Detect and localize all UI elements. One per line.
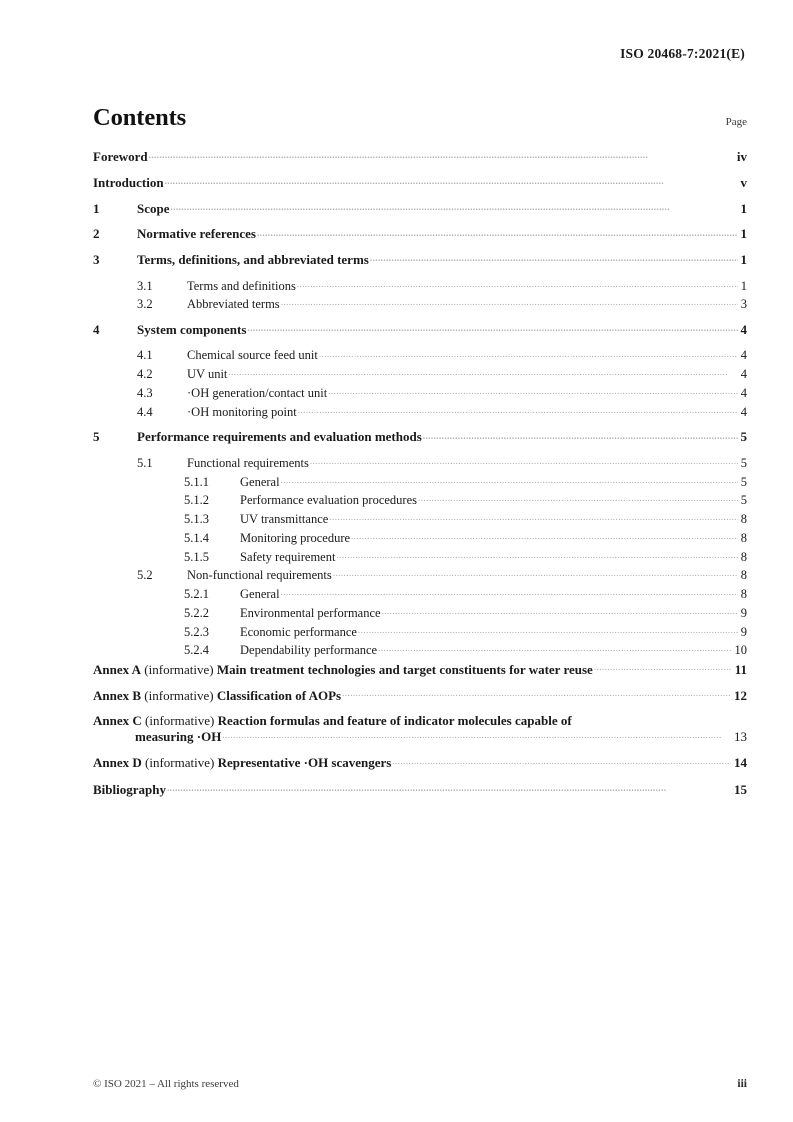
toc-entry-label: Terms and definitions: [187, 278, 296, 293]
toc-entry-page: 8: [740, 512, 747, 527]
toc-entry-page: 9: [740, 624, 747, 639]
toc-entry-page: 5: [740, 474, 747, 489]
dot-leader: [149, 148, 734, 161]
dot-leader: [281, 473, 738, 486]
toc-entry-3-2[interactable]: [93, 296, 747, 312]
toc-entry-1[interactable]: [93, 200, 747, 216]
annex-name: Annex C: [93, 712, 142, 728]
dot-leader: [358, 623, 738, 636]
page-column-header: Page: [725, 116, 747, 128]
toc-entry-annex-a[interactable]: [93, 661, 747, 678]
annex-heading-line: [93, 713, 747, 729]
toc-entry-annex-d[interactable]: [93, 754, 747, 771]
toc-entry-label: Scope: [137, 200, 170, 216]
toc-entry-5-1-3[interactable]: [93, 511, 747, 527]
annex-kind: (informative): [145, 755, 215, 771]
toc-entry-label: UV unit: [187, 367, 228, 382]
toc-entry-page: v: [740, 174, 747, 190]
annex-title: Main treatment technologies and target constituents for water reuse: [216, 661, 593, 677]
page-footer: [93, 1078, 747, 1090]
toc-entry-3[interactable]: [93, 251, 747, 267]
toc-entry-number: 5.2.2: [184, 605, 209, 620]
annex-kind: (informative): [144, 687, 214, 703]
toc-entry-label: Abbreviated terms: [187, 297, 280, 312]
toc-entry-5-1-1[interactable]: [93, 473, 747, 489]
toc-entry-list: [93, 148, 747, 658]
dot-leader: [281, 586, 738, 599]
dot-leader: [319, 347, 738, 360]
dot-leader: [297, 277, 738, 290]
toc-entry-label: General: [240, 474, 280, 489]
annex-heading-line: [93, 755, 391, 771]
dot-leader: [310, 454, 738, 467]
document-reference-header: ISO 20468-7:2021(E): [620, 46, 745, 61]
toc-entry-page: 8: [740, 530, 747, 545]
toc-entry-label: Performance evaluation procedures: [240, 493, 418, 508]
toc-entry-label: ·OH generation/contact unit: [187, 385, 328, 400]
annex-name: Annex A: [93, 661, 142, 677]
dot-leader: [328, 384, 738, 397]
dot-leader: [257, 225, 738, 238]
toc-entry-bibliography[interactable]: [93, 781, 747, 797]
toc-entry-number: 5.1.2: [184, 493, 209, 508]
toc-entry-page: 4: [740, 367, 747, 382]
toc-entry-label: Non-functional requirements: [187, 568, 332, 583]
dot-leader: [382, 604, 738, 617]
toc-entry-page: 13: [734, 729, 747, 745]
dot-leader: [329, 511, 737, 524]
dot-leader: [336, 548, 737, 561]
dot-leader: [171, 200, 738, 213]
toc-entry-page: 4: [740, 348, 747, 363]
toc-entry-number: 4: [93, 322, 100, 338]
toc-entry-label: Safety requirement: [240, 549, 336, 564]
toc-entry-4[interactable]: [93, 321, 747, 337]
toc-entry-3-1[interactable]: [93, 277, 747, 293]
toc-entry-label: UV transmittance: [240, 512, 329, 527]
dot-leader: [418, 492, 738, 505]
toc-annex-list: [93, 661, 747, 771]
toc-entry-page: 8: [740, 549, 747, 564]
toc-entry-page: 5: [740, 455, 747, 470]
toc-entry-5-2-2[interactable]: [93, 604, 747, 620]
toc-entry-label: Normative references: [137, 226, 256, 242]
dot-leader: [594, 661, 732, 674]
toc-entry-number: 5.1.3: [184, 512, 209, 527]
annex-heading-line: [93, 662, 593, 678]
toc-entry-number: 5.1.1: [184, 474, 209, 489]
dot-leader: [222, 728, 731, 741]
toc-entry-label: System components: [137, 322, 247, 338]
toc-entry-label: Environmental performance: [240, 605, 381, 620]
dot-leader: [165, 174, 738, 187]
toc-entry-5-1[interactable]: [93, 454, 747, 470]
dot-leader: [392, 754, 731, 767]
annex-title: Classification of AOPs: [216, 687, 342, 703]
toc-entry-label: Foreword: [93, 149, 148, 164]
toc-entry-label: Terms, definitions, and abbreviated terms: [137, 252, 369, 268]
toc-entry-label: Dependability performance: [240, 643, 378, 658]
toc-entry-page: 14: [734, 755, 747, 771]
copyright-notice: © ISO 2021 – All rights reserved: [93, 1078, 239, 1090]
dot-leader: [228, 366, 737, 379]
annex-name: Annex B: [93, 687, 142, 703]
dot-leader: [378, 642, 731, 655]
toc-entry-label: Performance requirements and evaluation methods: [137, 429, 422, 445]
toc-entry-label: General: [240, 587, 280, 602]
annex-title: Reaction formulas and feature of indicator molecules capable of: [217, 712, 572, 728]
table-of-contents: [93, 104, 747, 806]
page-title: Contents: [93, 104, 187, 131]
toc-entry-label: Functional requirements: [187, 455, 309, 470]
toc-entry-5-2-3[interactable]: [93, 623, 747, 639]
toc-entry-number: 4.1: [137, 348, 153, 363]
toc-entry-number: 5.1.5: [184, 549, 209, 564]
toc-entry-number: 1: [93, 200, 100, 216]
toc-entry-label: Monitoring procedure: [240, 530, 351, 545]
toc-entry-annex-b[interactable]: [93, 687, 747, 704]
toc-entry-number: 2: [93, 226, 100, 242]
toc-entry-number: 4.4: [137, 404, 153, 419]
toc-entry-page: 9: [740, 605, 747, 620]
toc-entry-page: 12: [734, 687, 747, 703]
toc-entry-5-1-4[interactable]: [93, 529, 747, 545]
annex-heading-line: [93, 688, 341, 704]
toc-entry-page: iv: [736, 149, 747, 164]
toc-entry-page: 3: [740, 297, 747, 312]
dot-leader: [298, 403, 738, 416]
dot-leader: [342, 687, 731, 700]
toc-entry-number: 5.2.4: [184, 643, 209, 658]
dot-leader: [247, 321, 737, 334]
toc-entry-page: 11: [734, 661, 747, 677]
toc-entry-page: 1: [740, 252, 747, 268]
toc-entry-label: Economic performance: [240, 624, 357, 639]
toc-entry-annex-c[interactable]: [93, 713, 747, 745]
toc-entry-5-2[interactable]: [93, 567, 747, 583]
toc-entry-page: 1: [740, 278, 747, 293]
toc-entry-page: 4: [740, 385, 747, 400]
toc-entry-4-4[interactable]: [93, 403, 747, 419]
toc-entry-page: 10: [734, 643, 747, 658]
annex-title-continuation-row: [93, 728, 747, 745]
dot-leader: [333, 567, 738, 580]
toc-entry-number: 3.2: [137, 297, 153, 312]
toc-entry-number: 5.2: [137, 568, 153, 583]
toc-entry-page: 4: [740, 404, 747, 419]
toc-entry-number: 4.3: [137, 385, 153, 400]
annex-kind: (informative): [145, 712, 215, 728]
toc-entry-page: 8: [740, 587, 747, 602]
toc-entry-number: 5.2.1: [184, 587, 209, 602]
toc-entry-4-3[interactable]: [93, 384, 747, 400]
toc-entry-5-1-2[interactable]: [93, 492, 747, 508]
toc-entry-label: Chemical source feed unit: [187, 348, 318, 363]
toc-entry-introduction[interactable]: [93, 174, 747, 190]
toc-entry-4-2[interactable]: [93, 366, 747, 382]
toc-entry-number: 5: [93, 429, 100, 445]
annex-title-line2: measuring ·OH: [135, 729, 222, 745]
annex-kind: (informative): [144, 661, 214, 677]
annex-name: Annex D: [93, 755, 142, 771]
toc-entry-page: 8: [740, 568, 747, 583]
toc-entry-page: 1: [740, 200, 747, 216]
toc-entry-5-2-1[interactable]: [93, 586, 747, 602]
toc-entry-5-2-4[interactable]: [93, 642, 747, 658]
annex-title: Representative ·OH scavengers: [217, 755, 392, 771]
contents-title-row: [93, 104, 747, 132]
toc-entry-foreword[interactable]: [93, 148, 747, 164]
toc-entry-label: ·OH monitoring point: [187, 404, 297, 419]
dot-leader: [167, 781, 731, 794]
toc-entry-page: 15: [734, 781, 747, 797]
dot-leader: [281, 296, 738, 309]
dot-leader: [370, 251, 738, 264]
toc-entry-5[interactable]: [93, 428, 747, 444]
toc-entry-5-1-5[interactable]: [93, 548, 747, 564]
toc-entry-4-1[interactable]: [93, 347, 747, 363]
toc-entry-number: 5.2.3: [184, 624, 209, 639]
toc-entry-number: 5.1: [137, 455, 153, 470]
dot-leader: [423, 428, 738, 441]
toc-entry-number: 3: [93, 252, 100, 268]
toc-entry-page: 5: [740, 493, 747, 508]
toc-entry-page: 4: [740, 322, 747, 338]
toc-entry-page: 1: [740, 226, 747, 242]
dot-leader: [351, 529, 738, 542]
footer-page-number: iii: [737, 1078, 747, 1090]
toc-entry-page: 5: [740, 429, 747, 445]
toc-entry-number: 4.2: [137, 367, 153, 382]
toc-entry-label: Bibliography: [93, 781, 166, 797]
toc-entry-label: Introduction: [93, 174, 164, 190]
toc-entry-number: 5.1.4: [184, 530, 209, 545]
toc-entry-2[interactable]: [93, 225, 747, 241]
toc-entry-number: 3.1: [137, 278, 153, 293]
